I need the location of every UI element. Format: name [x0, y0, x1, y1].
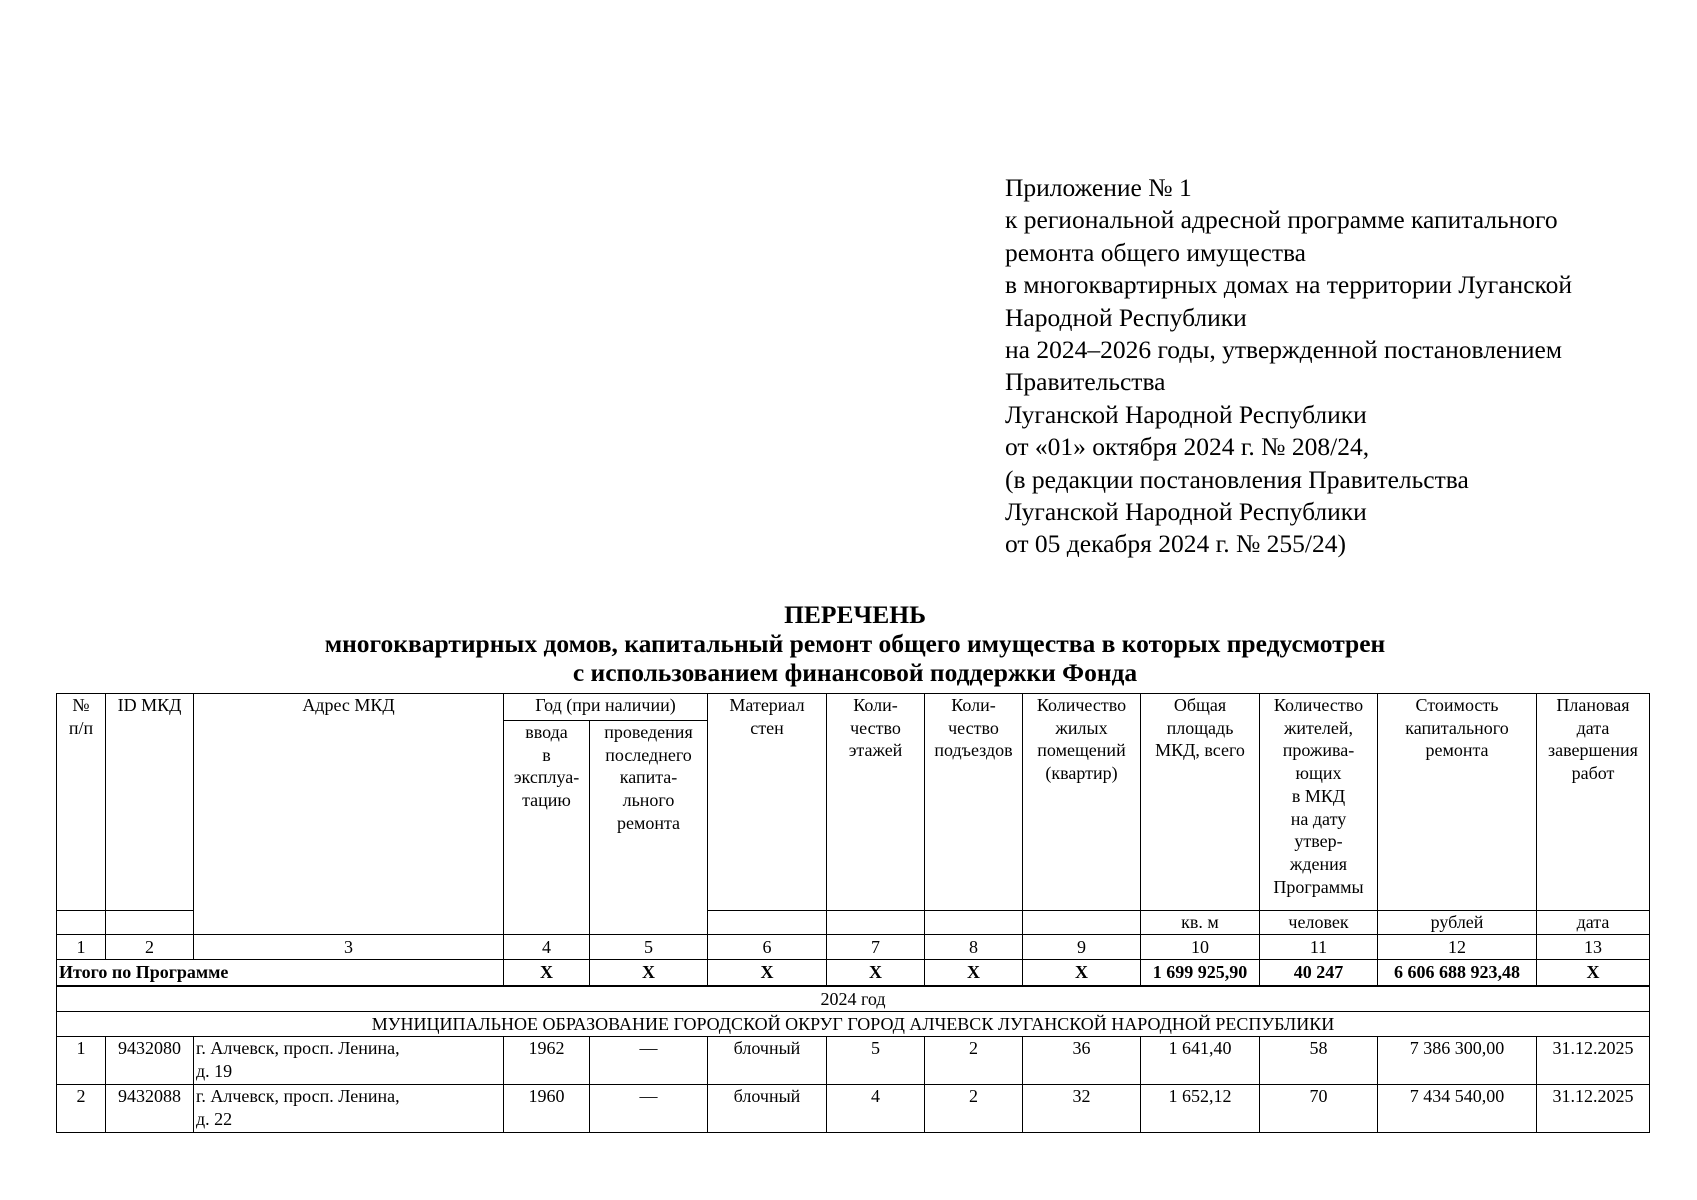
cell-cost: 7 434 540,00: [1378, 1085, 1537, 1133]
cell-year-commission: 1962: [504, 1037, 590, 1085]
column-number: 4: [504, 935, 590, 960]
cell-address: г. Алчевск, просп. Ленина, д. 22: [194, 1085, 504, 1133]
table-row: [57, 1037, 1650, 1085]
column-number-row: [57, 935, 1650, 960]
unit-date: дата: [1537, 911, 1650, 935]
unit-residents: человек: [1260, 911, 1378, 935]
appendix-line: к региональной адресной программе капитального: [1005, 205, 1558, 235]
header-address: Адрес МКД: [194, 694, 504, 935]
year-banner-row: [57, 986, 1650, 1012]
cell-material: блочный: [708, 1085, 827, 1133]
cell-entrances: 2: [925, 1037, 1023, 1085]
cell-apartments: 36: [1023, 1037, 1141, 1085]
municipality-banner: МУНИЦИПАЛЬНОЕ ОБРАЗОВАНИЕ ГОРОДСКОЙ ОКРУГ ГОРОД АЛЧЕВСК ЛУГАНСКОЙ НАРОДНОЙ РЕСПУБЛИКИ: [57, 1012, 1650, 1037]
cell-area: 1 641,40: [1141, 1037, 1260, 1085]
header-year-repair: проведения последнего капита- льного ремонта: [590, 721, 708, 935]
column-number: 9: [1023, 935, 1141, 960]
appendix-line: Приложение № 1: [1005, 173, 1192, 202]
header-cost: Стоимость капитального ремонта: [1378, 694, 1537, 911]
cell-date: 31.12.2025: [1537, 1037, 1650, 1085]
header-material: Материал стен: [708, 694, 827, 911]
appendix-annotation: [1005, 172, 1572, 561]
cell-floors: 4: [827, 1085, 925, 1133]
appendix-line: на 2024–2026 годы, утвержденной постановлением: [1005, 335, 1563, 365]
header-date: Плановая дата завершения работ: [1537, 694, 1650, 911]
appendix-line: (в редакции постановления Правительства: [1005, 464, 1469, 494]
year-banner: 2024 год: [57, 986, 1650, 1012]
total-entrances: X: [925, 960, 1023, 987]
header-residents: Количество жителей, прожива- ющих в МКД на дату утвер- ждения Программы: [1260, 694, 1378, 911]
total-label: Итого по Программе: [57, 960, 504, 987]
cell-date: 31.12.2025: [1537, 1085, 1650, 1133]
cell-year-commission: 1960: [504, 1085, 590, 1133]
municipality-banner-row: [57, 1012, 1650, 1037]
appendix-line: Народной Республики: [1005, 302, 1247, 332]
cell-area: 1 652,12: [1141, 1085, 1260, 1133]
column-number: 12: [1378, 935, 1537, 960]
header-num: № п/п: [57, 694, 106, 911]
cell-entrances: 2: [925, 1085, 1023, 1133]
total-year-repair: X: [590, 960, 708, 987]
cell-cost: 7 386 300,00: [1378, 1037, 1537, 1085]
unit-empty: [106, 911, 194, 935]
header-entrances: Коли- чество подъездов: [925, 694, 1023, 911]
unit-empty: [1023, 911, 1141, 935]
header-apartments: Количество жилых помещений (квартир): [1023, 694, 1141, 911]
cell-id: 9432080: [106, 1037, 194, 1085]
header-floors: Коли- чество этажей: [827, 694, 925, 911]
column-number: 3: [194, 935, 504, 960]
header-row: [57, 694, 1650, 721]
cell-id: 9432088: [106, 1085, 194, 1133]
cell-year-repair: —: [590, 1037, 708, 1085]
total-residents: 40 247: [1260, 960, 1378, 987]
header-year-commission: ввода в эксплуа- тацию: [504, 721, 590, 935]
total-material: X: [708, 960, 827, 987]
total-area: 1 699 925,90: [1141, 960, 1260, 987]
appendix-line: Луганской Народной Республики: [1005, 497, 1367, 527]
total-row: [57, 960, 1650, 987]
cell-year-repair: —: [590, 1085, 708, 1133]
cell-address: г. Алчевск, просп. Ленина, д. 19: [194, 1037, 504, 1085]
column-number: 5: [590, 935, 708, 960]
document-title: [60, 600, 1650, 687]
unit-cost: рублей: [1378, 911, 1537, 935]
total-floors: X: [827, 960, 925, 987]
appendix-line: от 05 декабря 2024 г. № 255/24): [1005, 529, 1346, 559]
column-number: 13: [1537, 935, 1650, 960]
buildings-table: [56, 693, 1650, 1133]
unit-empty: [827, 911, 925, 935]
title-line: многоквартирных домов, капитальный ремонт общего имущества в которых предусмотрен: [324, 629, 1386, 658]
total-year-commission: X: [504, 960, 590, 987]
appendix-line: ремонта общего имущества: [1005, 237, 1306, 267]
column-number: 10: [1141, 935, 1260, 960]
cell-residents: 70: [1260, 1085, 1378, 1133]
column-number: 7: [827, 935, 925, 960]
cell-num: 2: [57, 1085, 106, 1133]
cell-material: блочный: [708, 1037, 827, 1085]
cell-apartments: 32: [1023, 1085, 1141, 1133]
unit-area: кв. м: [1141, 911, 1260, 935]
title-line: с использованием финансовой поддержки Фонда: [572, 658, 1138, 687]
column-number: 11: [1260, 935, 1378, 960]
header-id: ID МКД: [106, 694, 194, 911]
unit-empty: [57, 911, 106, 935]
table-row: [57, 1085, 1650, 1133]
cell-num: 1: [57, 1037, 106, 1085]
column-number: 6: [708, 935, 827, 960]
appendix-line: Правительства: [1005, 367, 1166, 397]
column-number: 8: [925, 935, 1023, 960]
cell-residents: 58: [1260, 1037, 1378, 1085]
total-apartments: X: [1023, 960, 1141, 987]
total-cost: 6 606 688 923,48: [1378, 960, 1537, 987]
appendix-line: Луганской Народной Республики: [1005, 399, 1367, 429]
unit-empty: [708, 911, 827, 935]
header-area: Общая площадь МКД, всего: [1141, 694, 1260, 911]
header-year-group: Год (при наличии): [504, 694, 708, 721]
title-heading: ПЕРЕЧЕНЬ: [784, 600, 926, 629]
appendix-line: в многоквартирных домах на территории Луганской: [1005, 270, 1573, 300]
appendix-line: от «01» октября 2024 г. № 208/24,: [1005, 432, 1370, 462]
unit-empty: [925, 911, 1023, 935]
total-date: X: [1537, 960, 1650, 987]
cell-floors: 5: [827, 1037, 925, 1085]
column-number: 1: [57, 935, 106, 960]
column-number: 2: [106, 935, 194, 960]
